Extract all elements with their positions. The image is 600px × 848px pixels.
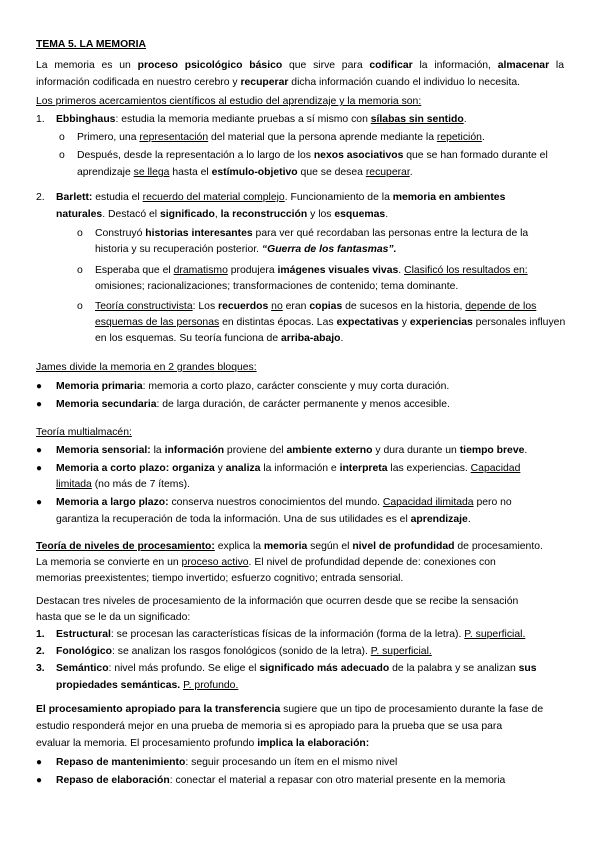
list-number: 2. (36, 646, 45, 657)
nivel-semantico-cont: propiedades semánticas. P. profundo. (56, 680, 239, 691)
memoria-largo-plazo: Memoria a largo plazo: conserva nuestros conocimientos del mundo. Capacidad ilimitada pero no (56, 497, 512, 508)
barlett-bullet-3-cont: esquemas de las personas en distintas épocas. Las expectativas y experiencias personales influyen (95, 317, 566, 328)
nivel-estructural: Estructural: se procesan las características físicas de la información (forma de la letra). P. superficial. (56, 629, 526, 640)
barlett-bullet-1-cont: historia y su recuperación posterior. “Guerra de los fantasmas”. (95, 244, 397, 255)
niveles-paragraph: Teoría de niveles de procesamiento: explica la memoria según el nivel de profundidad de procesamiento. (36, 541, 543, 552)
barlett-item: Barlett: estudia el recuerdo del material complejo. Funcionamiento de la memoria en ambientes (56, 192, 506, 203)
nivel-fonologico: Fonológico: se analizan los rasgos fonológicos (sonido de la letra). P. superficial. (56, 646, 432, 657)
niveles-paragraph-line-2: La memoria se convierte en un proceso activo. El nivel de profundidad depende de: conexiones con (36, 557, 496, 568)
bullet-o: o (77, 228, 83, 239)
bullet-dot: ● (36, 497, 43, 508)
multialmacen-heading: Teoría multialmacén: (36, 427, 132, 438)
transfer-paragraph-line-3: evaluar la memoria. El procesamiento profundo implica la elaboración: (36, 738, 370, 749)
bullet-o: o (59, 150, 65, 161)
repaso-elaboracion: Repaso de elaboración: conectar el material a repasar con otro material presente en la memoria (56, 775, 506, 786)
memoria-sensorial: Memoria sensorial: la información proviene del ambiente externo y dura durante un tiempo breve. (56, 445, 528, 456)
james-secundaria: Memoria secundaria: de larga duración, de carácter permanente y menos accesible. (56, 399, 450, 410)
list-number: 1. (36, 114, 45, 125)
transfer-paragraph: El procesamiento apropiado para la transferencia sugiere que un tipo de procesamiento durante la fase de (36, 704, 544, 715)
james-heading: James divide la memoria en 2 grandes bloques: (36, 362, 257, 373)
repaso-mantenimiento: Repaso de mantenimiento: seguir procesando un ítem en el mismo nivel (56, 757, 398, 768)
bullet-dot: ● (36, 399, 43, 410)
ebbinghaus-bullet-2-cont: aprendizaje se llega hasta el estímulo-objetivo que se desea recuperar. (77, 167, 413, 178)
bullet-dot: ● (36, 381, 43, 392)
barlett-bullet-3-cont-2: en los esquemas. Su teoría funciona de arriba-abajo. (95, 333, 344, 344)
barlett-item-cont: naturales. Destacó el significado, la reconstrucción y los esquemas. (56, 209, 389, 220)
memoria-corto-plazo: Memoria a corto plazo: organiza y analiza la información e interpreta las experiencias. Capacidad (56, 463, 521, 474)
bullet-o: o (59, 132, 65, 143)
ebbinghaus-bullet-2: Después, desde la representación a lo largo de los nexos asociativos que se han formado durante el (77, 150, 548, 161)
intro-paragraph: La memoria es un proceso psicológico básico que sirve para codificar la información, almacenar la información codificada en nuestro cerebro y recuperar dicha información cuando el individuo lo necesita. (36, 60, 564, 88)
memoria-largo-plazo-cont: garantiza la recuperación de toda la información. Una de sus utilidades es el aprendizaje. (56, 514, 471, 525)
bullet-dot: ● (36, 463, 43, 474)
memoria-corto-plazo-cont: limitada (no más de 7 ítems). (56, 479, 190, 490)
ebbinghaus-item: Ebbinghaus: estudia la memoria mediante pruebas a sí mismo con sílabas sin sentido. (56, 114, 467, 125)
ebbinghaus-bullet-1: Primero, una representación del material que la persona aprende mediante la repetición. (77, 132, 485, 143)
barlett-bullet-3: Teoría constructivista: Los recuerdos no eran copias de sucesos en la historia, depende de los (95, 301, 537, 312)
bullet-dot: ● (36, 775, 43, 786)
bullet-dot: ● (36, 445, 43, 456)
page-title: TEMA 5. LA MEMORIA (36, 39, 147, 50)
bullet-o: o (77, 265, 83, 276)
barlett-bullet-1: Construyó historias interesantes para ver qué recordaban las personas entre la lectura de la (95, 228, 529, 239)
destacan-line-1: Destacan tres niveles de procesamiento de la información que ocurren desde que se recibe la sensación (36, 596, 519, 607)
list-number: 1. (36, 629, 45, 640)
first-approaches-heading: Los primeros acercamientos científicos al estudio del aprendizaje y la memoria son: (36, 96, 422, 107)
bullet-dot: ● (36, 757, 43, 768)
niveles-paragraph-line-3: memorias preexistentes; tiempo invertido; esfuerzo cognitivo; entrada sensorial. (36, 573, 404, 584)
barlett-bullet-2: Esperaba que el dramatismo produjera imágenes visuales vivas. Clasificó los resultados en: (95, 265, 528, 276)
list-number: 2. (36, 192, 45, 203)
barlett-bullet-2-cont: omisiones; racionalizaciones; transformaciones de contenido; tema dominante. (95, 281, 459, 292)
transfer-paragraph-line-2: estudio responderá mejor en una prueba de memoria si es apropiado para la prueba que se usa para (36, 721, 503, 732)
list-number: 3. (36, 663, 45, 674)
bullet-o: o (77, 301, 83, 312)
nivel-semantico: Semántico: nivel más profundo. Se elige el significado más adecuado de la palabra y se analizan sus (56, 663, 537, 674)
james-primaria: Memoria primaria: memoria a corto plazo, carácter consciente y muy corta duración. (56, 381, 450, 392)
destacan-line-2: hasta que se le da un significado: (36, 612, 191, 623)
